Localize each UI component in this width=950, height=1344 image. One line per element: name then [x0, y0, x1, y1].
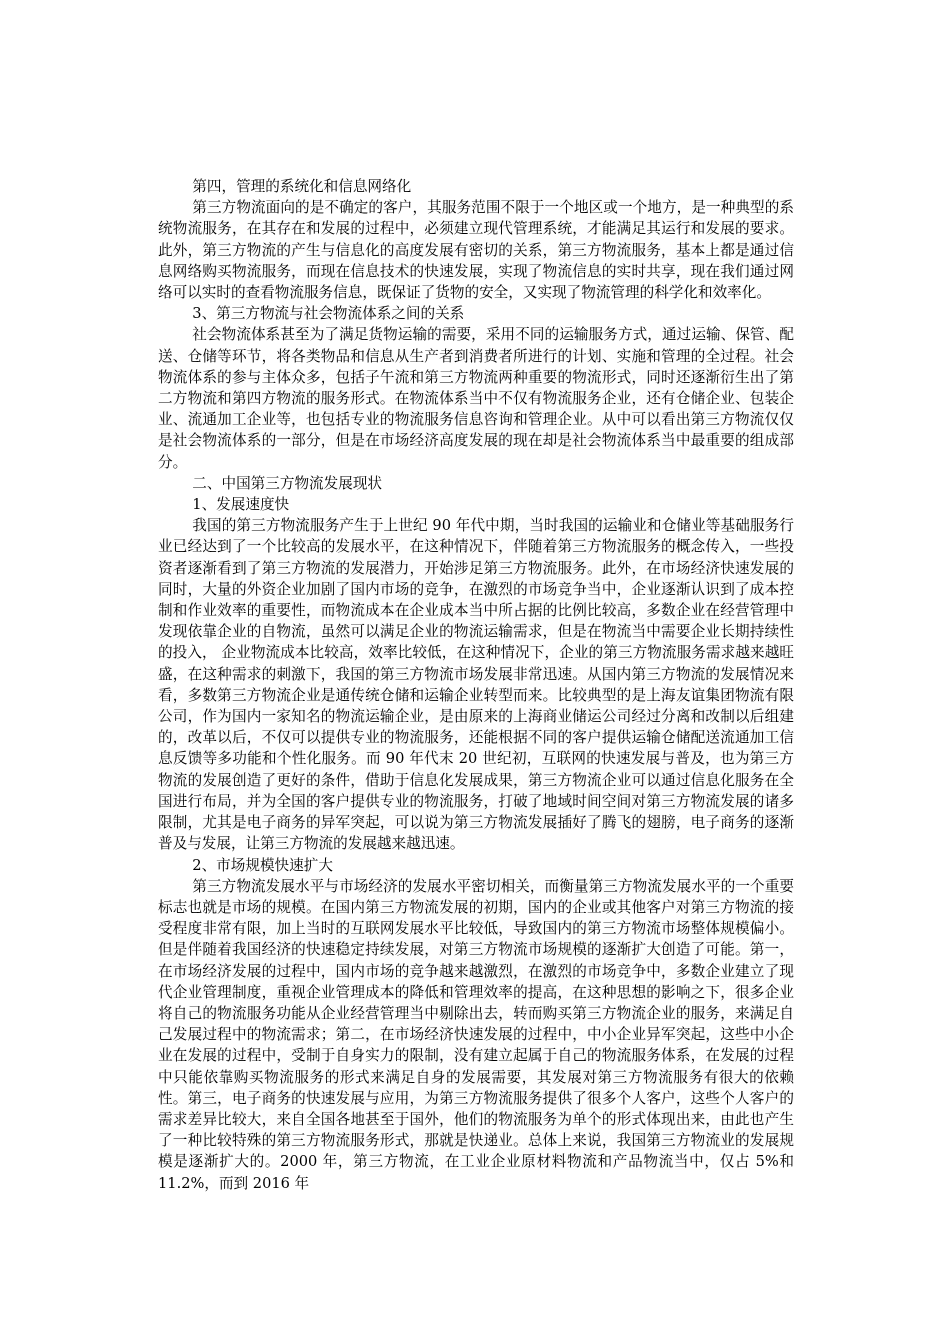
section-heading-market-scale: 2、市场规模快速扩大: [192, 856, 333, 874]
document-page: [158, 176, 794, 1194]
section-heading-social-logistics: 3、第三方物流与社会物流体系之间的关系: [192, 305, 465, 323]
paragraph-social-logistics-system: 社会物流体系甚至为了满足货物运输的需要，采用不同的运输服务方式，通过运输、保管、配送、仓储等环节，将各类物品和信息从生产者到消费者所进行的计划、实施和管理的全过程。社会物流体系的参与主体众多，包括子午流和第三方物流两种重要的物流形式，同时还逐渐衍生出了第二方物流和第四方物流的服务形式。在物流体系当中不仅有物流服务企业，还有仓储企业、包装企业、流通加工企业等，也包括专业的物流服务信息咨询和管理企业。从中可以看出第三方物流仅仅是社会物流体系的一部分，但是在市场经济高度发展的现在却是社会物流体系当中最重要的组成部分。: [158, 326, 794, 471]
section-heading-growth-speed: 1、发展速度快: [192, 496, 290, 514]
section-heading-management: 第四，管理的系统化和信息网络化: [192, 178, 412, 195]
paragraph-growth-speed: 我国的第三方物流服务产生于上世纪 90 年代中期，当时我国的运输业和仓储业等基础服务行业已经达到了一个比较高的发展水平，在这种情况下，伴随着第三方物流服务的概念传入，一些投资者逐渐看到了第三方物流的发展潜力，开始涉足第三方物流服务。此外，在市场经济快速发展的同时，大量的外资企业加剧了国内市场的竞争，在激烈的市场竞争当中，企业逐渐认识到了成本控制和作业效率的重要性，而物流成本在企业成本当中所占据的比例比较高，多数企业在经营管理中发现依靠企业的自物流，虽然可以满足企业的物流运输需求，但是在物流当中需要企业长期持续性的投入， 企业物流成本比较高，效率比较低，在这种情况下，企业的第三方物流服务需求越来越旺盛，在这种需求的刺激下，我国的第三方物流市场发展非常迅速。从国内第三方物流的发展情况来看，多数第三方物流企业是通传统仓储和运输企业转型而来。比较典型的是上海友谊集团物流有限公司，作为国内一家知名的物流运输企业，是由原来的上海商业储运公司经过分离和改制以后组建的，改革以后，不仅可以提供专业的物流服务，还能根据不同的客户提供运输仓储配送流通加工信息反馈等多功能和个性化服务。而 90 年代末 20 世纪初，互联网的快速发展与普及，也为第三方物流的发展创造了更好的条件，借助于信息化发展成果，第三方物流企业可以通过信息化服务在全国进行布局，并为全国的客户提供专业的物流服务，打破了地域时间空间对第三方物流发展的诸多限制，尤其是电子商务的异军突起，可以说为第三方物流发展插好了腾飞的翅膀，电子商务的逐渐普及与发展，让第三方物流的发展越来越迅速。: [158, 517, 794, 853]
chapter-heading-china-status: 二、中国第三方物流发展现状: [192, 474, 383, 492]
paragraph-management-informatization: 第三方物流面向的是不确定的客户，其服务范围不限于一个地区或一个地方，是一种典型的系统物流服务，在其存在和发展的过程中，必须建立现代管理系统，才能满足其运行和发展的要求。此外，第三方物流的产生与信息化的高度发展有密切的关系，第三方物流服务，基本上都是通过信息网络购买物流服务，而现在信息技术的快速发展，实现了物流信息的实时共享，现在我们通过网络可以实时的查看物流服务信息，既保证了货物的安全，又实现了物流管理的科学化和效率化。: [158, 199, 794, 302]
paragraph-market-scale: 第三方物流发展水平与市场经济的发展水平密切相关，而衡量第三方物流发展水平的一个重要标志也就是市场的规模。在国内第三方物流发展的初期，国内的企业或其他客户对第三方物流的接受程度非常有限，加上当时的互联网发展水平比较低，导致国内的第三方物流市场整体规模偏小。但是伴随着我国经济的快速稳定持续发展，对第三方物流市场规模的逐渐扩大创造了可能。第一，在市场经济发展的过程中，国内市场的竞争越来越激烈，在激烈的市场竞争中，多数企业建立了现代企业管理制度，重视企业管理成本的降低和管理效率的提高，在这种思想的影响之下，很多企业将自己的物流服务功能从企业经营管理当中剔除出去，转而购买第三方物流企业的服务，来满足自己发展过程中的物流需求；第二，在市场经济快速发展的过程中，中小企业异军突起，这些中小企业在发展的过程中，受制于自身实力的限制，没有建立起属于自己的物流服务体系，在发展的过程中只能依靠购买物流服务的形式来满足自身的发展需要，其发展对第三方物流服务有很大的依赖性。第三，电子商务的快速发展与应用，为第三方物流服务提供了很多个人客户，这些个人客户的需求差异比较大，来自全国各地甚至于国外，他们的物流服务为单个的形式体现出来，由此也产生了一种比较特殊的第三方物流服务形式，那就是快递业。总体上来说，我国第三方物流业的发展规模是逐渐扩大的。2000 年，第三方物流，在工业企业原材料物流和产品物流当中，仅占 5%和 11.2%，而到 2016 年: [158, 877, 794, 1192]
